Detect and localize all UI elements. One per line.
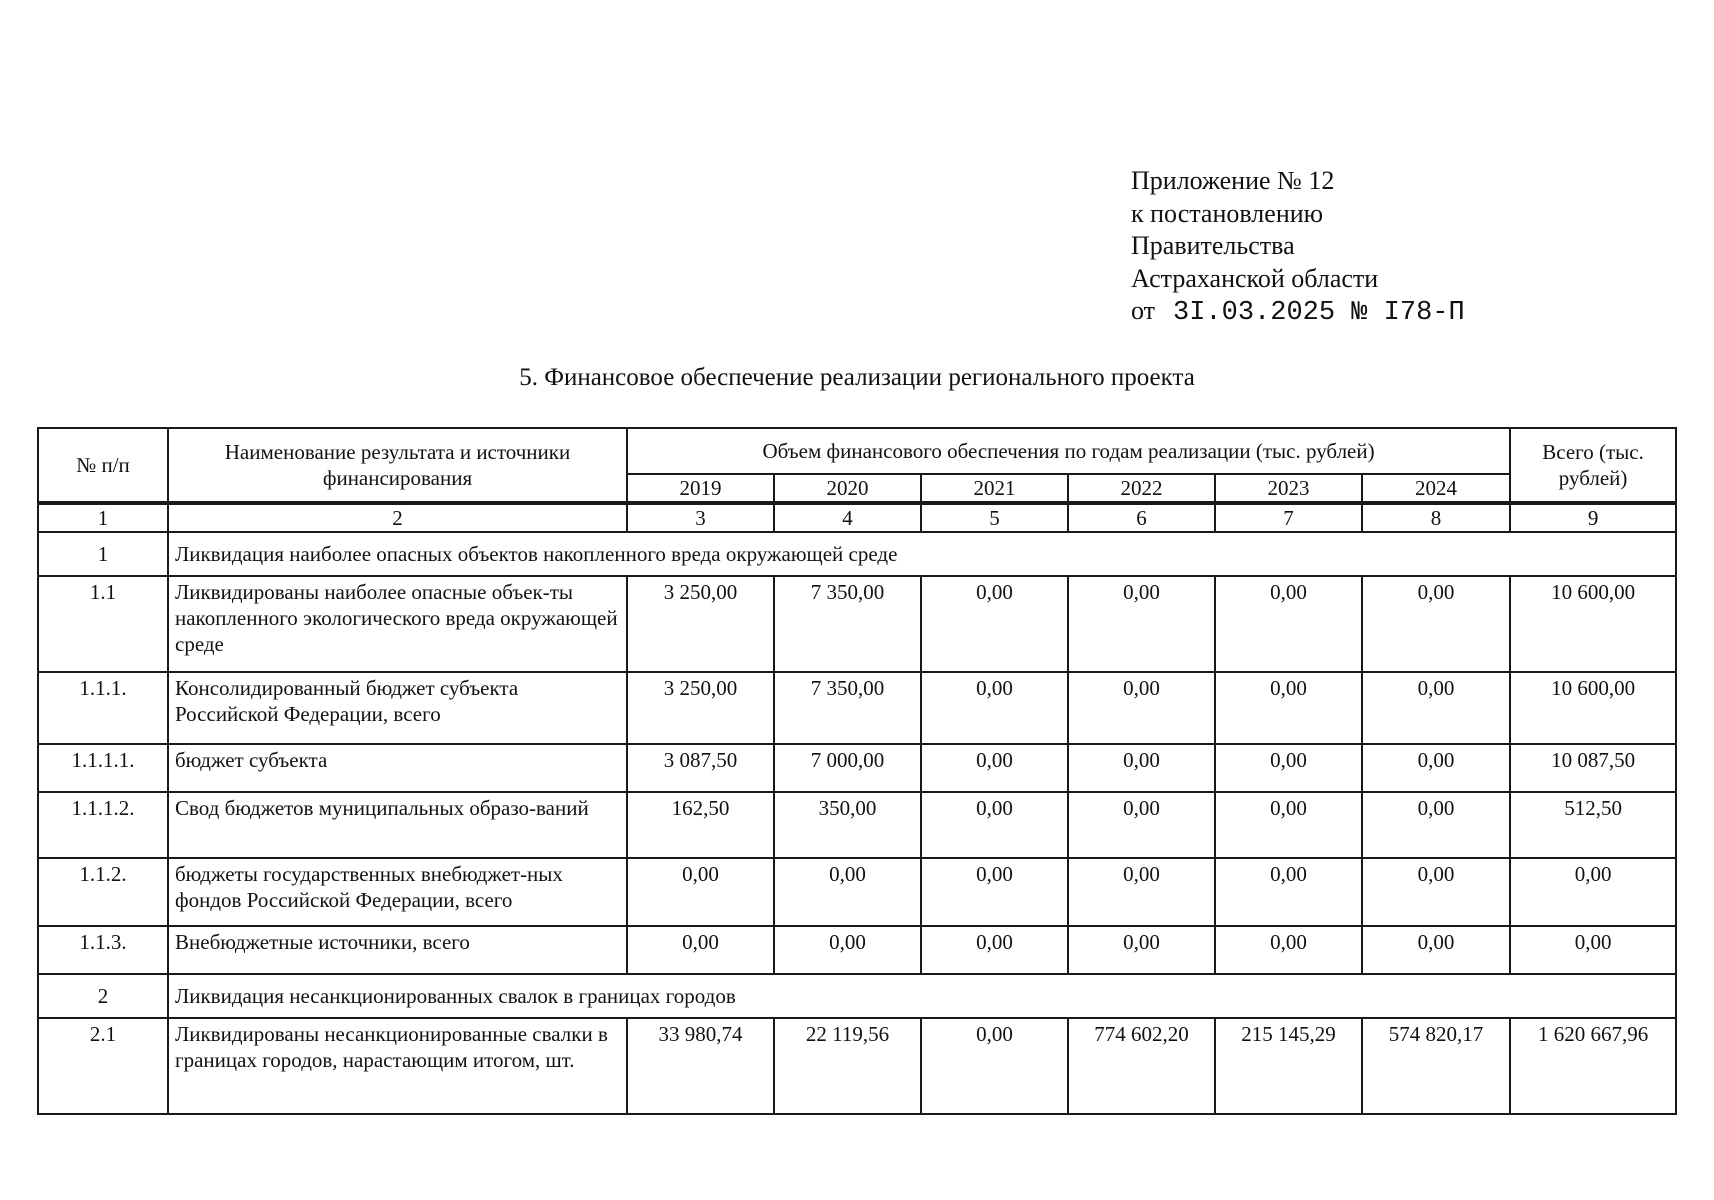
year-value-cell: 574 820,17 xyxy=(1362,1018,1510,1114)
year-value-cell: 33 980,74 xyxy=(627,1018,774,1114)
year-value-cell: 0,00 xyxy=(774,926,921,974)
row-name: бюджет субъекта xyxy=(168,744,627,792)
year-value-cell: 0,00 xyxy=(1215,792,1362,858)
year-value-cell: 774 602,20 xyxy=(1068,1018,1215,1114)
year-value-cell: 0,00 xyxy=(921,576,1068,672)
column-number: 4 xyxy=(774,503,921,532)
row-name: Ликвидированы несанкционированные свалки в границах городов, нарастающим итогом, шт. xyxy=(168,1018,627,1114)
row-name: Ликвидированы наиболее опасные объек-ты накопленного экологического вреда окружающей среде xyxy=(168,576,627,672)
year-value-cell: 0,00 xyxy=(1068,858,1215,926)
row-number: 1.1.1. xyxy=(38,672,168,744)
year-value-cell: 0,00 xyxy=(921,672,1068,744)
year-value-cell: 7 350,00 xyxy=(774,576,921,672)
header-year: 2022 xyxy=(1068,474,1215,503)
row-number: 1.1 xyxy=(38,576,168,672)
row-number: 1.1.3. xyxy=(38,926,168,974)
year-value-cell: 0,00 xyxy=(1362,926,1510,974)
year-value-cell: 0,00 xyxy=(1362,744,1510,792)
total-value-cell: 10 600,00 xyxy=(1510,576,1676,672)
year-value-cell: 3 250,00 xyxy=(627,576,774,672)
total-value-cell: 0,00 xyxy=(1510,926,1676,974)
row-name: Свод бюджетов муниципальных образо-ваний xyxy=(168,792,627,858)
row-name: бюджеты государственных внебюджет-ных фондов Российской Федерации, всего xyxy=(168,858,627,926)
year-value-cell: 215 145,29 xyxy=(1215,1018,1362,1114)
section-title: Ликвидация наиболее опасных объектов накопленного вреда окружающей среде xyxy=(168,532,1676,576)
header-year: 2019 xyxy=(627,474,774,503)
annex-date-prefix: от xyxy=(1131,296,1156,325)
year-value-cell: 0,00 xyxy=(1215,744,1362,792)
row-number: 2.1 xyxy=(38,1018,168,1114)
year-value-cell: 3 087,50 xyxy=(627,744,774,792)
year-value-cell: 7 000,00 xyxy=(774,744,921,792)
year-value-cell: 3 250,00 xyxy=(627,672,774,744)
year-value-cell: 7 350,00 xyxy=(774,672,921,744)
year-value-cell: 0,00 xyxy=(1215,576,1362,672)
year-value-cell: 0,00 xyxy=(921,858,1068,926)
header-num: № п/п xyxy=(38,428,168,503)
total-value-cell: 0,00 xyxy=(1510,858,1676,926)
row-number: 1.1.1.2. xyxy=(38,792,168,858)
total-value-cell: 10 087,50 xyxy=(1510,744,1676,792)
annex-date-stamp: 3I.03.2025 № I78-П xyxy=(1173,298,1465,328)
header-year: 2020 xyxy=(774,474,921,503)
year-value-cell: 0,00 xyxy=(627,926,774,974)
column-number: 2 xyxy=(168,503,627,532)
year-value-cell: 0,00 xyxy=(1215,926,1362,974)
table-row xyxy=(38,1018,1676,1114)
year-value-cell: 350,00 xyxy=(774,792,921,858)
section-row xyxy=(38,532,1676,576)
year-value-cell: 0,00 xyxy=(1362,792,1510,858)
annex-line-2: к постановлению xyxy=(1131,198,1324,228)
year-value-cell: 0,00 xyxy=(627,858,774,926)
year-value-cell: 0,00 xyxy=(1068,576,1215,672)
table-row xyxy=(38,858,1676,926)
annex-line-3: Правительства xyxy=(1131,231,1295,260)
column-number: 3 xyxy=(627,503,774,532)
header-year: 2021 xyxy=(921,474,1068,503)
year-value-cell: 0,00 xyxy=(921,926,1068,974)
document-title: 5. Финансовое обеспечение реализации регионального проекта xyxy=(519,364,1195,391)
section-title: Ликвидация несанкционированных свалок в границах городов xyxy=(168,974,1676,1018)
column-number: 5 xyxy=(921,503,1068,532)
year-value-cell: 162,50 xyxy=(627,792,774,858)
column-numbers-row xyxy=(38,503,1676,532)
row-number: 1.1.1.1. xyxy=(38,744,168,792)
year-value-cell: 22 119,56 xyxy=(774,1018,921,1114)
header-year: 2023 xyxy=(1215,474,1362,503)
annex-line-1: Приложение № 12 xyxy=(1131,166,1335,195)
year-value-cell: 0,00 xyxy=(921,744,1068,792)
column-number: 7 xyxy=(1215,503,1362,532)
year-value-cell: 0,00 xyxy=(1068,744,1215,792)
section-number: 1 xyxy=(38,532,168,576)
header-volume: Объем финансового обеспечения по годам реализации (тыс. рублей) xyxy=(627,428,1510,474)
table-row xyxy=(38,576,1676,672)
year-value-cell: 0,00 xyxy=(921,1018,1068,1114)
table-row xyxy=(38,744,1676,792)
row-name: Внебюджетные источники, всего xyxy=(168,926,627,974)
year-value-cell: 0,00 xyxy=(1362,858,1510,926)
section-row xyxy=(38,974,1676,1018)
annex-date-line xyxy=(1131,295,1465,330)
column-number: 9 xyxy=(1510,503,1676,532)
column-number: 1 xyxy=(38,503,168,532)
column-number: 8 xyxy=(1362,503,1510,532)
total-value-cell: 10 600,00 xyxy=(1510,672,1676,744)
annex-line-4: Астраханской области xyxy=(1131,263,1379,293)
annex-block xyxy=(1131,165,1465,330)
table-row xyxy=(38,672,1676,744)
financing-table xyxy=(37,427,1677,1115)
year-value-cell: 0,00 xyxy=(921,792,1068,858)
year-value-cell: 0,00 xyxy=(774,858,921,926)
table-row xyxy=(38,792,1676,858)
table-row xyxy=(38,926,1676,974)
year-value-cell: 0,00 xyxy=(1068,672,1215,744)
total-value-cell: 1 620 667,96 xyxy=(1510,1018,1676,1114)
year-value-cell: 0,00 xyxy=(1068,792,1215,858)
header-total: Всего (тыс. рублей) xyxy=(1510,428,1676,503)
year-value-cell: 0,00 xyxy=(1362,672,1510,744)
year-value-cell: 0,00 xyxy=(1215,672,1362,744)
row-number: 1.1.2. xyxy=(38,858,168,926)
section-number: 2 xyxy=(38,974,168,1018)
column-number: 6 xyxy=(1068,503,1215,532)
total-value-cell: 512,50 xyxy=(1510,792,1676,858)
header-name: Наименование результата и источники финансирования xyxy=(168,428,627,503)
header-row xyxy=(38,428,1676,474)
year-value-cell: 0,00 xyxy=(1215,858,1362,926)
header-year: 2024 xyxy=(1362,474,1510,503)
year-value-cell: 0,00 xyxy=(1068,926,1215,974)
row-name: Консолидированный бюджет субъекта Российской Федерации, всего xyxy=(168,672,627,744)
year-value-cell: 0,00 xyxy=(1362,576,1510,672)
